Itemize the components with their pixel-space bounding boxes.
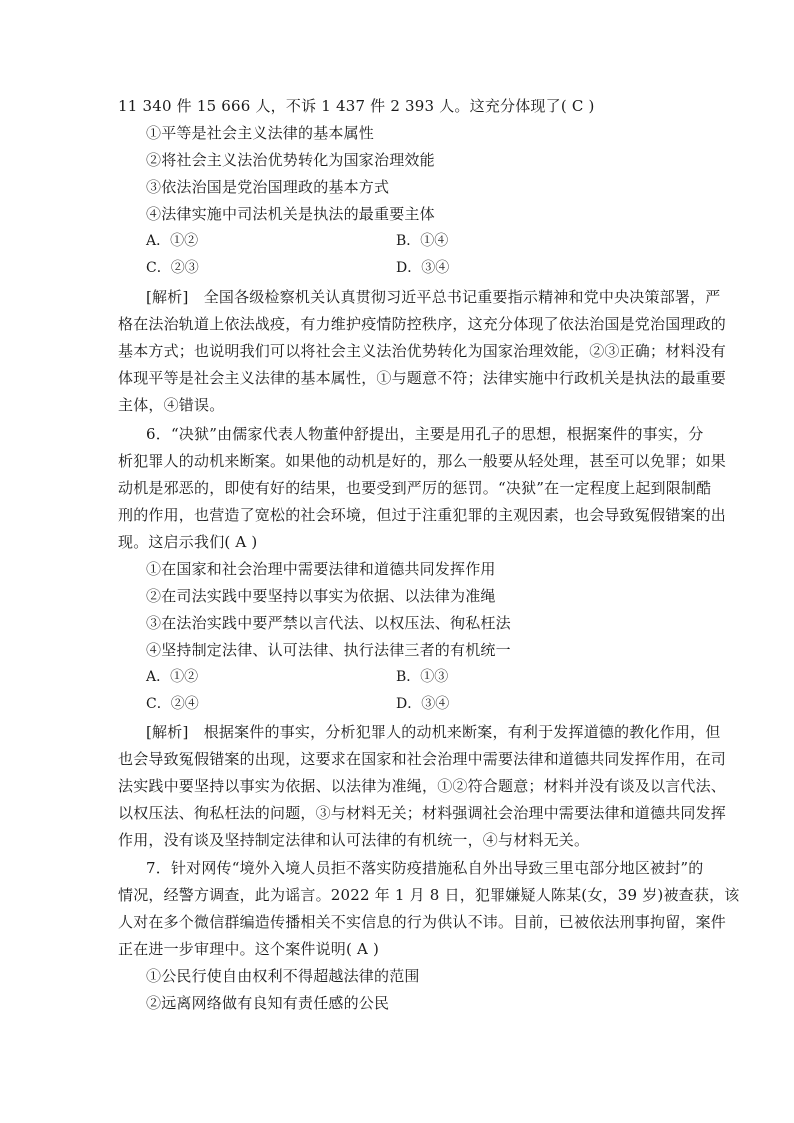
question-6-option-a: A．①②: [146, 669, 199, 685]
question-7-item-2: ②远离网络做有良知有责任感的公民: [146, 994, 390, 1012]
question-7-stem-line-4: 正在进一步审理中。这个案件说明( A ): [118, 940, 380, 958]
question-5-analysis-line-5: 主体，④错误。: [118, 396, 225, 414]
question-6-stem-line-1: 6．“决狱”由儒家代表人物董仲舒提出，主要是用孔子的思想，根据案件的事实，分: [146, 425, 704, 443]
question-6-item-3: ③在法治实践中要严禁以言代法、以权压法、徇私枉法: [146, 614, 511, 632]
question-6-analysis-line-5: 作用，没有谈及坚持制定法律和认可法律的有机统一，④与材料无关。: [118, 831, 590, 849]
question-6-item-4: ④坚持制定法律、认可法律、执行法律三者的有机统一: [146, 641, 511, 659]
question-7-stem-line-2: 情况，经警方调查，此为谣言。2022 年 1 月 8 日，犯罪嫌疑人陈某(女，39 岁)被查获，该: [118, 886, 740, 904]
question-6-option-b: B．①③: [396, 669, 449, 685]
question-5-analysis-line-2: 格在法治轨道上依法战疫，有力维护疫情防控秩序，这充分体现了依法治国是党治国理政的: [118, 315, 727, 333]
question-5-option-d: D．③④: [396, 260, 450, 276]
question-5-option-c: C．②③: [146, 260, 199, 276]
question-5-item-4: ④法律实施中司法机关是执法的最重要主体: [146, 205, 435, 223]
question-5-analysis-line-4: 体现平等是社会主义法律的基本属性，①与题意不符；法律实施中行政机关是执法的最重要: [118, 369, 727, 387]
question-7-stem-line-3: 人对在多个微信群编造传播相关不实信息的行为供认不讳。目前，已被依法刑事拘留，案件: [118, 913, 727, 931]
question-6-analysis-line-4: 以权压法、徇私枉法的问题，③与材料无关；材料强调社会治理中需要法律和道德共同发挥: [118, 804, 727, 822]
question-6-option-d: D．③④: [396, 696, 450, 712]
question-6-item-2: ②在司法实践中要坚持以事实为依据、以法律为准绳: [146, 587, 496, 605]
question-6-analysis-line-3: 法实践中要坚持以事实为依据、以法律为准绳，①②符合题意；材料并没有谈及以言代法、: [118, 777, 727, 795]
question-6-item-1: ①在国家和社会治理中需要法律和道德共同发挥作用: [146, 560, 496, 578]
question-5-item-2: ②将社会主义法治优势转化为国家治理效能: [146, 151, 435, 169]
question-5-item-3: ③依法治国是党治国理政的基本方式: [146, 178, 390, 196]
question-5-analysis-line-3: 基本方式；也说明我们可以将社会主义法治优势转化为国家治理效能，②③正确；材料没有: [118, 342, 727, 360]
question-6-stem-line-3: 动机是邪恶的，即使有好的结果，也要受到严厉的惩罚。“决狱”在一定程度上起到限制酷: [118, 479, 712, 497]
question-7-item-1: ①公民行使自由权利不得超越法律的范围: [146, 967, 420, 985]
question-5-stem-tail: 11 340 件 15 666 人，不诉 1 437 件 2 393 人。这充分体现了( C ): [118, 97, 595, 115]
question-5-option-b: B．①④: [396, 233, 449, 249]
question-6-option-c: C．②④: [146, 696, 199, 712]
question-6-stem-line-5: 现。这启示我们( A ): [118, 533, 258, 551]
question-6-stem-line-4: 刑的作用，也营造了宽松的社会环境，但过于注重犯罪的主观因素，也会导致冤假错案的出: [118, 506, 727, 524]
question-7-stem-line-1: 7．针对网传“境外入境人员拒不落实防疫措施私自外出导致三里屯部分地区被封”的: [146, 859, 704, 877]
question-5-analysis-line-1: [解析] 全国各级检察机关认真贯彻习近平总书记重要指示精神和党中央决策部署，严: [146, 288, 721, 306]
question-6-analysis-line-2: 也会导致冤假错案的出现，这要求在国家和社会治理中需要法律和道德共同发挥作用，在司: [118, 750, 727, 768]
question-6-stem-line-2: 析犯罪人的动机来断案。如果他的动机是好的，那么一般要从轻处理，甚至可以免罪；如果: [118, 452, 727, 470]
question-6-analysis-line-1: [解析] 根据案件的事实，分析犯罪人的动机来断案，有利于发挥道德的教化作用，但: [146, 723, 721, 741]
question-5-option-a: A．①②: [146, 233, 199, 249]
question-5-item-1: ①平等是社会主义法律的基本属性: [146, 124, 375, 142]
